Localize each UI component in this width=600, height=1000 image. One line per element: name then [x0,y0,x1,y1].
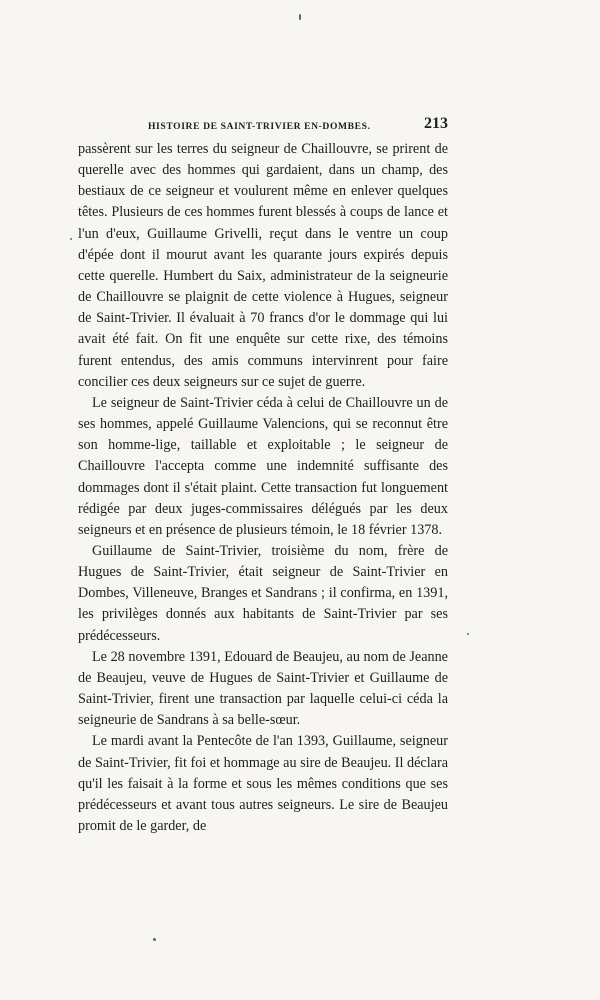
paragraph-4: Le 28 novembre 1391, Edouard de Beaujeu, au nom de Jeanne de Beaujeu, veuve de Hugues de Saint-Trivier et Guillaume de Saint-Trivier, firent une transaction par laquelle celui-ci céda la seigneurie de Sandrans à sa belle-sœur. [78,648,448,729]
body-text [78,139,448,837]
paragraph-3: Guillaume de Saint-Trivier, troisième du nom, frère de Hugues de Saint-Trivier, était seigneur de Saint-Trivier en Dombes, Villeneuve, Branges et Sandrans ; il confirma, en 1391, les privilèges donnés aux habitants de Saint-Trivier par ses prédécesseurs. [78,542,448,644]
paragraph-5: Le mardi avant la Pentecôte de l'an 1393, Guillaume, seigneur de Saint-Trivier, fit foi et hommage au sire de Beaujeu. Il déclara qu'il les faisait à la forme et sous les mêmes conditions que ses prédécesseurs et avant tous autres seigneurs. Le sire de Beaujeu promit de le garder, de [78,733,448,834]
scan-speck [299,14,301,20]
paragraph-2: Le seigneur de Saint-Trivier céda à celui de Chaillouvre un de ses hommes, appelé Guillaume Valencions, qui se reconnut être son homme-lige, taillable et exploitable ; le seigneur de Chaillouvre l'accepta comme une indemnité suffisante des dommages dont il s'était plaint. Cette transaction fut longuement rédigée par deux juges-commissaires délégués par les deux seigneurs et en présence de plusieurs témoin, le 18 février 1378. [78,394,448,538]
paragraph-1: passèrent sur les terres du seigneur de Chaillouvre, se prirent de querelle avec des hommes qui gardaient, dans un champ, des bestiaux de ce seigneur et voulurent même en enlever quelques têtes. Plusieurs de ces hommes furent blessés à coups de lance et l'un d'eux, Guillaume Grivelli, reçut dans le ventre un coup d'épée dont il mourut avant les quarante jours expirés depuis cette querelle. Humbert du Saix, administrateur de la seigneurie de Chaillouvre se plaignit de cette violence à Hugues, seigneur de Saint-Trivier. Il évaluait à 70 francs d'or le dommage qui lui avait été fait. On fit une enquête sur cette rixe, des témoins furent entendus, des amis communs intervinrent pour faire concilier ces deux seigneurs sur ce sujet de guerre. [78,141,448,390]
scan-speck [70,238,72,240]
running-header [78,115,448,139]
scan-speck [467,633,469,635]
scan-speck [153,938,156,941]
running-title: HISTOIRE DE SAINT-TRIVIER EN-DOMBES. [148,121,371,132]
page-number: 213 [424,115,448,132]
